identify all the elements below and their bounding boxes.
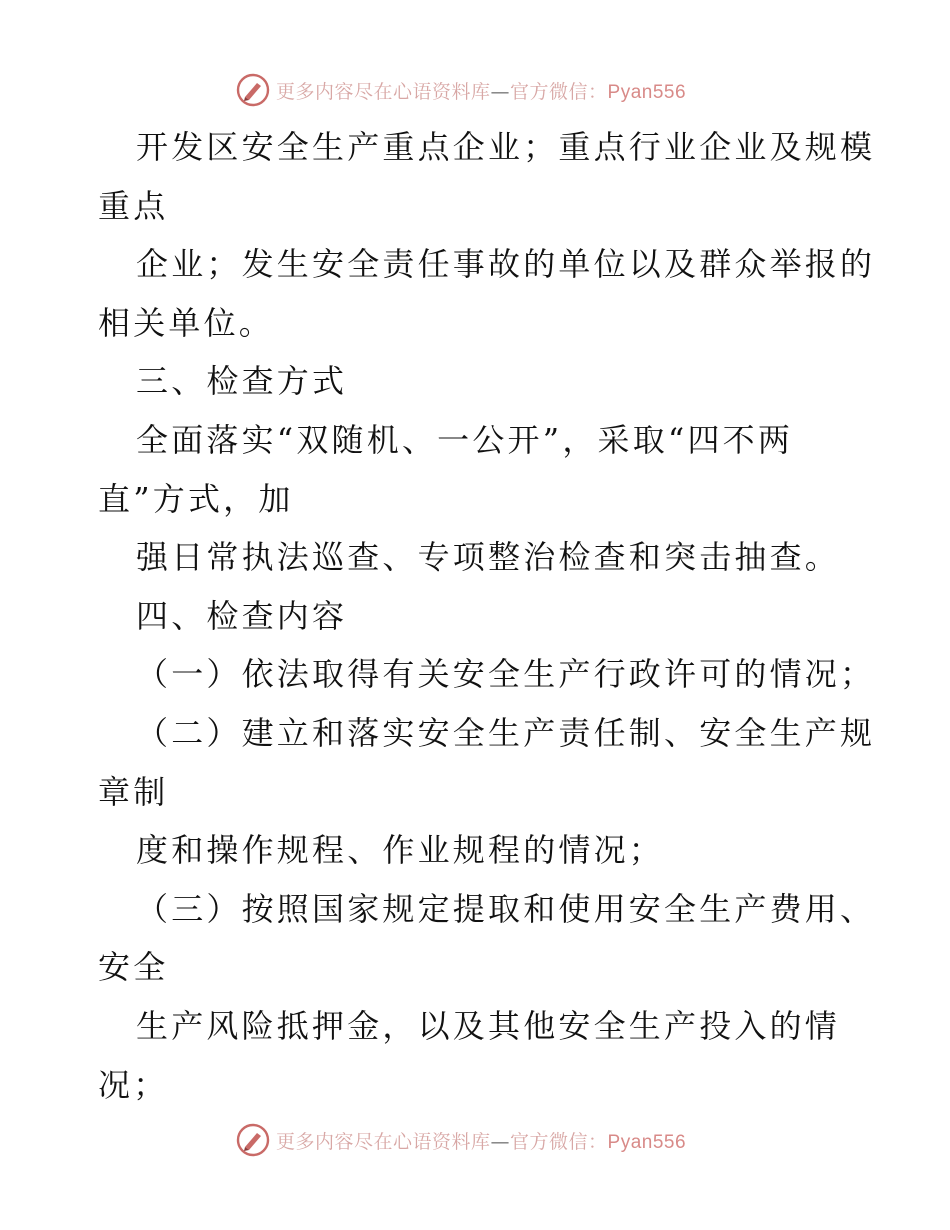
watermark-wechat-id: Pyan556 bbox=[607, 1131, 687, 1153]
list-item: （一）依法取得有关安全生产行政许可的情况； bbox=[136, 655, 876, 694]
watermark-text bbox=[276, 77, 686, 104]
watermark-dash: — bbox=[490, 80, 511, 103]
watermark-text bbox=[276, 1127, 686, 1154]
body-line: 直”方式，加 bbox=[98, 479, 294, 518]
document-body bbox=[98, 118, 876, 1114]
section-heading: 三、检查方式 bbox=[136, 362, 348, 401]
watermark-wechat-label: 官方微信： bbox=[510, 1130, 608, 1153]
list-item: （三）按照国家规定提取和使用安全生产费用、 bbox=[136, 889, 876, 928]
body-line: 强日常执法巡查、专项整治检查和突击抽查。 bbox=[136, 538, 841, 577]
body-line: 企业；发生安全责任事故的单位以及群众举报的 bbox=[136, 245, 876, 284]
watermark-wechat-label: 官方微信： bbox=[510, 80, 608, 103]
body-line: 安全 bbox=[98, 948, 169, 987]
watermark-dash: — bbox=[490, 1130, 511, 1153]
body-line: 全面落实“双随机、一公开”，采取“四不两 bbox=[136, 420, 794, 459]
watermark-wechat-id: Pyan556 bbox=[607, 81, 687, 103]
body-line: 重点 bbox=[98, 186, 169, 225]
body-line: 度和操作规程、作业规程的情况； bbox=[136, 831, 665, 870]
pen-logo-icon bbox=[236, 73, 270, 107]
watermark-site-name: 更多内容尽在心语资料库 bbox=[276, 1130, 491, 1153]
pen-logo-icon bbox=[236, 1123, 270, 1157]
body-line: 况； bbox=[98, 1065, 169, 1104]
body-line: 章制 bbox=[98, 772, 169, 811]
body-line: 开发区安全生产重点企业；重点行业企业及规模 bbox=[136, 128, 876, 166]
section-heading: 四、检查内容 bbox=[136, 596, 348, 635]
body-line: 相关单位。 bbox=[98, 303, 275, 342]
list-item: （二）建立和落实安全生产责任制、安全生产规 bbox=[136, 713, 876, 752]
watermark-site-name: 更多内容尽在心语资料库 bbox=[276, 80, 491, 103]
footer-watermark bbox=[236, 1122, 686, 1158]
header-watermark bbox=[236, 72, 686, 108]
body-line: 生产风险抵押金，以及其他安全生产投入的情 bbox=[136, 1006, 841, 1045]
